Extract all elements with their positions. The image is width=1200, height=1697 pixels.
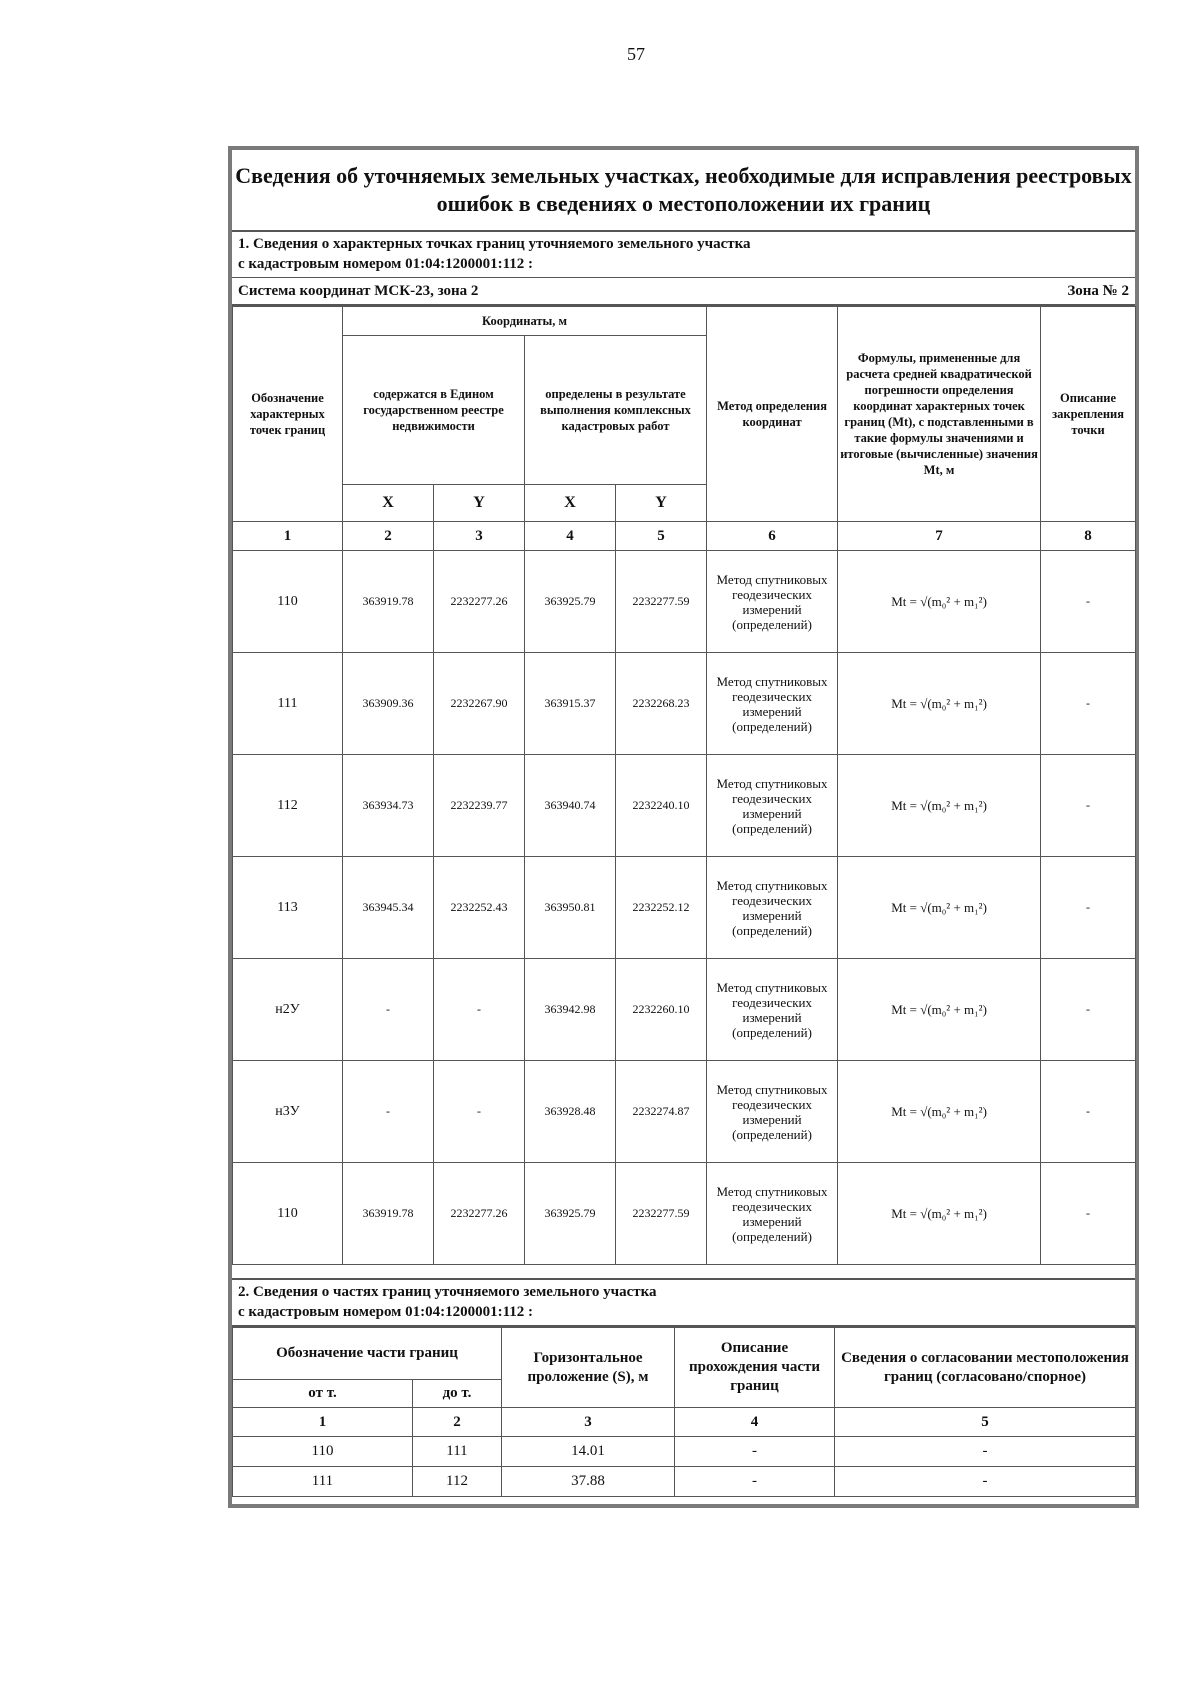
formula-cell: Mt = √(m₀² + m₁²) [838, 857, 1041, 959]
description-cell: - [1041, 755, 1136, 857]
column-number: 4 [675, 1408, 835, 1437]
description-cell: - [1041, 653, 1136, 755]
section2-heading [232, 1278, 1135, 1327]
header-description: Описание закрепления точки [1041, 307, 1136, 522]
header-y-registry: Y [434, 485, 525, 522]
point-label: н3У [233, 1061, 343, 1163]
section1-heading-line1: 1. Сведения о характерных точках границ уточняемого земельного участка [238, 236, 751, 252]
determined-x: 363915.37 [525, 653, 616, 755]
registry-x: 363919.78 [343, 551, 434, 653]
method-cell: Метод спутниковых геодезических измерений (определений) [707, 755, 838, 857]
section1-heading [232, 232, 1135, 278]
points-table [232, 306, 1136, 1265]
horizontal-distance: 37.88 [502, 1467, 675, 1497]
header-horizontal: Горизонтальное проложение (S), м [502, 1328, 675, 1408]
formula-cell: Mt = √(m₀² + m₁²) [838, 755, 1041, 857]
agreement-cell: - [835, 1467, 1136, 1497]
header-part: Обозначение части границ [233, 1328, 502, 1380]
registry-y: - [434, 959, 525, 1061]
point-label: 112 [233, 755, 343, 857]
header-method: Метод определения координат [707, 307, 838, 522]
header-x-registry: X [343, 485, 434, 522]
column-number: 2 [343, 522, 434, 551]
column-number: 8 [1041, 522, 1136, 551]
parts-table [232, 1327, 1136, 1497]
description-cell: - [1041, 857, 1136, 959]
determined-x: 363942.98 [525, 959, 616, 1061]
registry-y: 2232252.43 [434, 857, 525, 959]
registry-y: 2232277.26 [434, 1163, 525, 1265]
document-title: Сведения об уточняемых земельных участках, необходимые для исправления реестровых ошибок в сведениях о местоположении их границ [232, 150, 1135, 232]
from-point: 110 [233, 1437, 413, 1467]
header-point: Обозначение характерных точек границ [233, 307, 343, 522]
method-cell: Метод спутниковых геодезических измерений (определений) [707, 1061, 838, 1163]
determined-x: 363925.79 [525, 551, 616, 653]
method-cell: Метод спутниковых геодезических измерений (определений) [707, 1163, 838, 1265]
section1-heading-line2: с кадастровым номером 01:04:1200001:112 : [238, 256, 534, 272]
column-numbers-row [233, 522, 1136, 551]
column-number: 4 [525, 522, 616, 551]
horizontal-distance: 14.01 [502, 1437, 675, 1467]
determined-x: 363950.81 [525, 857, 616, 959]
coordinate-system: Система координат МСК-23, зона 2 [238, 282, 479, 299]
registry-y: 2232239.77 [434, 755, 525, 857]
method-cell: Метод спутниковых геодезических измерений (определений) [707, 653, 838, 755]
formula-cell: Mt = √(m₀² + m₁²) [838, 551, 1041, 653]
description-cell: - [1041, 1163, 1136, 1265]
formula-cell: Mt = √(m₀² + m₁²) [838, 653, 1041, 755]
header-x-determined: X [525, 485, 616, 522]
registry-y: 2232277.26 [434, 551, 525, 653]
registry-y: 2232267.90 [434, 653, 525, 755]
table-row [233, 1467, 1136, 1497]
determined-y: 2232240.10 [616, 755, 707, 857]
description-cell: - [1041, 551, 1136, 653]
column-number: 6 [707, 522, 838, 551]
determined-y: 2232274.87 [616, 1061, 707, 1163]
determined-y: 2232260.10 [616, 959, 707, 1061]
determined-y: 2232268.23 [616, 653, 707, 755]
column-number: 3 [502, 1408, 675, 1437]
registry-x: 363909.36 [343, 653, 434, 755]
point-label: 110 [233, 1163, 343, 1265]
document-frame [228, 146, 1139, 1508]
column-number: 2 [413, 1408, 502, 1437]
passage-cell: - [675, 1437, 835, 1467]
passage-cell: - [675, 1467, 835, 1497]
determined-y: 2232277.59 [616, 551, 707, 653]
header-determined: определены в результате выполнения комплексных кадастровых работ [525, 336, 707, 485]
point-label: н2У [233, 959, 343, 1061]
column-number: 1 [233, 522, 343, 551]
table-row [233, 653, 1136, 755]
determined-x: 363940.74 [525, 755, 616, 857]
table-row [233, 857, 1136, 959]
header-formula: Формулы, примененные для расчета средней квадратической погрешности определения координат характерных точек границ (Mt), с подставленными в такие формулы значениями и итоговые (вычисленные) значения Mt, м [838, 307, 1041, 522]
table-row [233, 959, 1136, 1061]
registry-x: - [343, 959, 434, 1061]
table-row [233, 755, 1136, 857]
header-in-registry: содержатся в Едином государственном реестре недвижимости [343, 336, 525, 485]
method-cell: Метод спутниковых геодезических измерений (определений) [707, 959, 838, 1061]
to-point: 112 [413, 1467, 502, 1497]
header-agreement: Сведения о согласовании местоположения границ (согласовано/спорное) [835, 1328, 1136, 1408]
coordinate-system-line [232, 278, 1135, 306]
formula-cell: Mt = √(m₀² + m₁²) [838, 1163, 1041, 1265]
point-label: 111 [233, 653, 343, 755]
determined-x: 363925.79 [525, 1163, 616, 1265]
point-label: 110 [233, 551, 343, 653]
section2-heading-line1: 2. Сведения о частях границ уточняемого земельного участка [238, 1284, 657, 1300]
description-cell: - [1041, 959, 1136, 1061]
method-cell: Метод спутниковых геодезических измерений (определений) [707, 857, 838, 959]
header-coordinates: Координаты, м [343, 307, 707, 336]
section2-heading-line2: с кадастровым номером 01:04:1200001:112 : [238, 1304, 534, 1320]
column-number: 5 [616, 522, 707, 551]
formula-cell: Mt = √(m₀² + m₁²) [838, 959, 1041, 1061]
page-number: 57 [627, 44, 645, 64]
registry-x: - [343, 1061, 434, 1163]
header-from: от т. [233, 1380, 413, 1408]
header-y-determined: Y [616, 485, 707, 522]
point-label: 113 [233, 857, 343, 959]
header-passage: Описание прохождения части границ [675, 1328, 835, 1408]
method-cell: Метод спутниковых геодезических измерений (определений) [707, 551, 838, 653]
header-to: до т. [413, 1380, 502, 1408]
table-row [233, 551, 1136, 653]
determined-y: 2232252.12 [616, 857, 707, 959]
to-point: 111 [413, 1437, 502, 1467]
table-row [233, 1163, 1136, 1265]
zone-label: Зона № 2 [1067, 282, 1129, 299]
column-numbers-row [233, 1408, 1136, 1437]
registry-x: 363945.34 [343, 857, 434, 959]
determined-y: 2232277.59 [616, 1163, 707, 1265]
formula-cell: Mt = √(m₀² + m₁²) [838, 1061, 1041, 1163]
determined-x: 363928.48 [525, 1061, 616, 1163]
column-number: 1 [233, 1408, 413, 1437]
registry-x: 363934.73 [343, 755, 434, 857]
from-point: 111 [233, 1467, 413, 1497]
registry-x: 363919.78 [343, 1163, 434, 1265]
column-number: 5 [835, 1408, 1136, 1437]
table-row [233, 1437, 1136, 1467]
column-number: 3 [434, 522, 525, 551]
column-number: 7 [838, 522, 1041, 551]
registry-y: - [434, 1061, 525, 1163]
description-cell: - [1041, 1061, 1136, 1163]
table-row [233, 1061, 1136, 1163]
agreement-cell: - [835, 1437, 1136, 1467]
